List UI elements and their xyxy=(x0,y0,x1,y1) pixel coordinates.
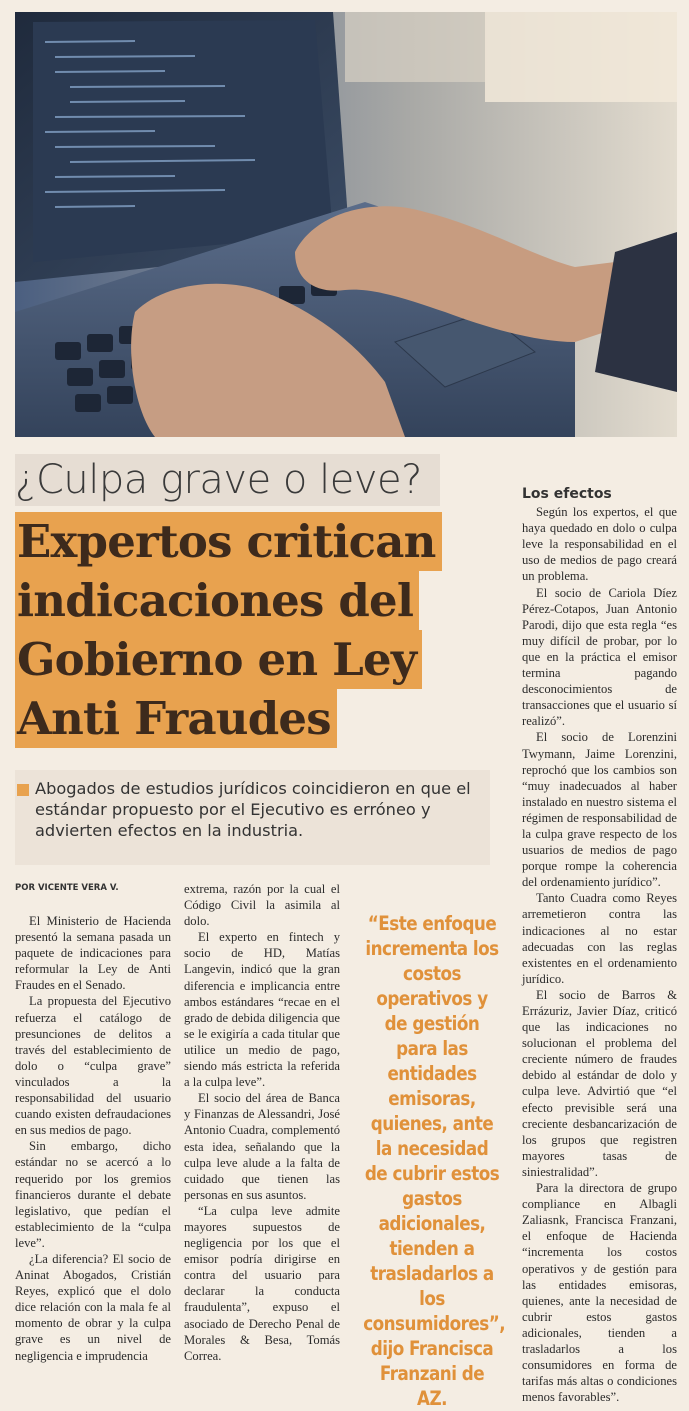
headline-line: Anti Fraudes xyxy=(15,689,337,748)
paragraph: La propuesta del Ejecutivo refuerza el catálogo de presunciones de delitos a través del establecimiento de dolo o “culpa grave” vinculados a la responsabilidad del usuario cuando existen defraudaciones en sus medios de pago. xyxy=(15,994,171,1138)
section-heading: Los efectos xyxy=(522,486,612,502)
bullet-square-icon xyxy=(17,784,29,796)
paragraph: Para la directora de grupo compliance en Albagli Zaliasnk, Francisca Franzani, el enfoque de Hacienda “incrementa los costos operativos y de gestión para las entidades emisoras, quienes, ante la necesidad de cubrir estos gastos adicionales, tienden a trasladarlos a los consumidores en forma de tarifas más altas o condiciones menos favorables”. xyxy=(522,1181,677,1405)
paragraph: Según los expertos, el que haya quedado en dolo o culpa leve la responsabilidad en el uso de medios de pago creará un problema. xyxy=(522,505,677,584)
body-column-3 xyxy=(522,486,677,1405)
lead-text: Abogados de estudios jurídicos coincidieron en que el estándar propuesto por el Ejecutivo es erróneo y advierten efectos en la industria. xyxy=(35,779,471,840)
byline: POR VICENTE VERA V. xyxy=(15,883,119,893)
paragraph: El socio de Cariola Díez Pérez-Cotapos, Juan Antonio Parodi, dijo que esta regla “es muy difícil de probar, por lo que en la práctica el emisor termina pagando desconocimientos de transacciones que el usuario sí realizó”. xyxy=(522,585,677,729)
laptop-typing-illustration xyxy=(15,12,677,437)
headline-line: Expertos critican xyxy=(15,512,442,571)
headline xyxy=(15,512,495,748)
kicker-block xyxy=(15,454,440,506)
headline-line: indicaciones del xyxy=(15,571,419,630)
body-column-2 xyxy=(184,881,340,1364)
kicker: ¿Culpa grave o leve? xyxy=(15,454,440,506)
paragraph: Sin embargo, dicho estándar no se acercó a lo requerido por los gremios financieros durante el debate legislativo, que pedían el establecimiento de la “culpa leve”. xyxy=(15,1139,171,1250)
headline-line: Gobierno en Ley xyxy=(15,630,422,689)
pull-quote: “Este enfoque incrementa los costos operativos y de gestión para las entidades emisoras, quienes, ante la necesidad de cubrir estos gastos adicionales, tienden a trasladarlos a los consumidores”, dijo Francisca Franzani de AZ. xyxy=(363,912,506,1410)
paragraph: extrema, razón por la cual el Código Civil la asimila al dolo. xyxy=(184,882,340,929)
paragraph: ¿La diferencia? El socio de Aninat Abogados, Cristián Reyes, explicó que el dolo dice relación con la mala fe al momento de obrar y la culpa grave es un nivel de negligencia e imprudencia xyxy=(15,1251,171,1363)
paragraph: El socio de Barros & Errázuriz, Javier Díaz, criticó que las indicaciones no solucionan el problema del creciente número de fraudes debido al estándar de dolo y culpa leve. Advirtió que “el efecto previsible será una creciente desbancarización de los grupos que registren mayores tasas de siniestralidad”. xyxy=(522,987,677,1179)
lead-paragraph xyxy=(15,770,490,865)
paragraph: Tanto Cuadra como Reyes arremetieron contra las indicaciones al no estar adecuadas con las reglas existentes en el ordenamiento jurídico. xyxy=(522,891,677,986)
paragraph: El experto en fintech y socio de HD, Matías Langevin, indicó que la gran diferencia e implicancia entre ambos estándares “recae en el grado de debida diligencia que se le exigiría a cada titular que utilice un medio de pago, siendo más estricta la referida a la culpa leve”. xyxy=(184,930,340,1090)
paragraph: “La culpa leve admite mayores supuestos de negligencia por los que el emisor podría dirigirse en contra del usuario para declarar la conducta fraudulenta”, expuso el asociado de Derecho Penal de Morales & Besa, Tomás Correa. xyxy=(184,1203,340,1363)
paragraph: El socio de Lorenzini Twymann, Jaime Lorenzini, reprochó que los cambios son “muy inadecuados al haber instalado en nuestro sistema el régimen de responsabilidad de la culpa grave respecto de los usuarios de medios de pago porque rompe la coherencia del ordenamiento jurídico”. xyxy=(522,730,677,890)
body-column-1 xyxy=(15,913,171,1364)
paragraph: El Ministerio de Hacienda presentó la semana pasada un paquete de indicaciones para reformular la Ley de Anti Fraudes en el Senado. xyxy=(15,914,171,993)
hero-photo xyxy=(15,12,677,437)
paragraph: El socio del área de Banca y Finanzas de Alessandri, José Antonio Cuadra, complementó esta idea, señalando que la culpa leve alude a la falta de cuidado que tienen las personas en sus asuntos. xyxy=(184,1091,340,1202)
